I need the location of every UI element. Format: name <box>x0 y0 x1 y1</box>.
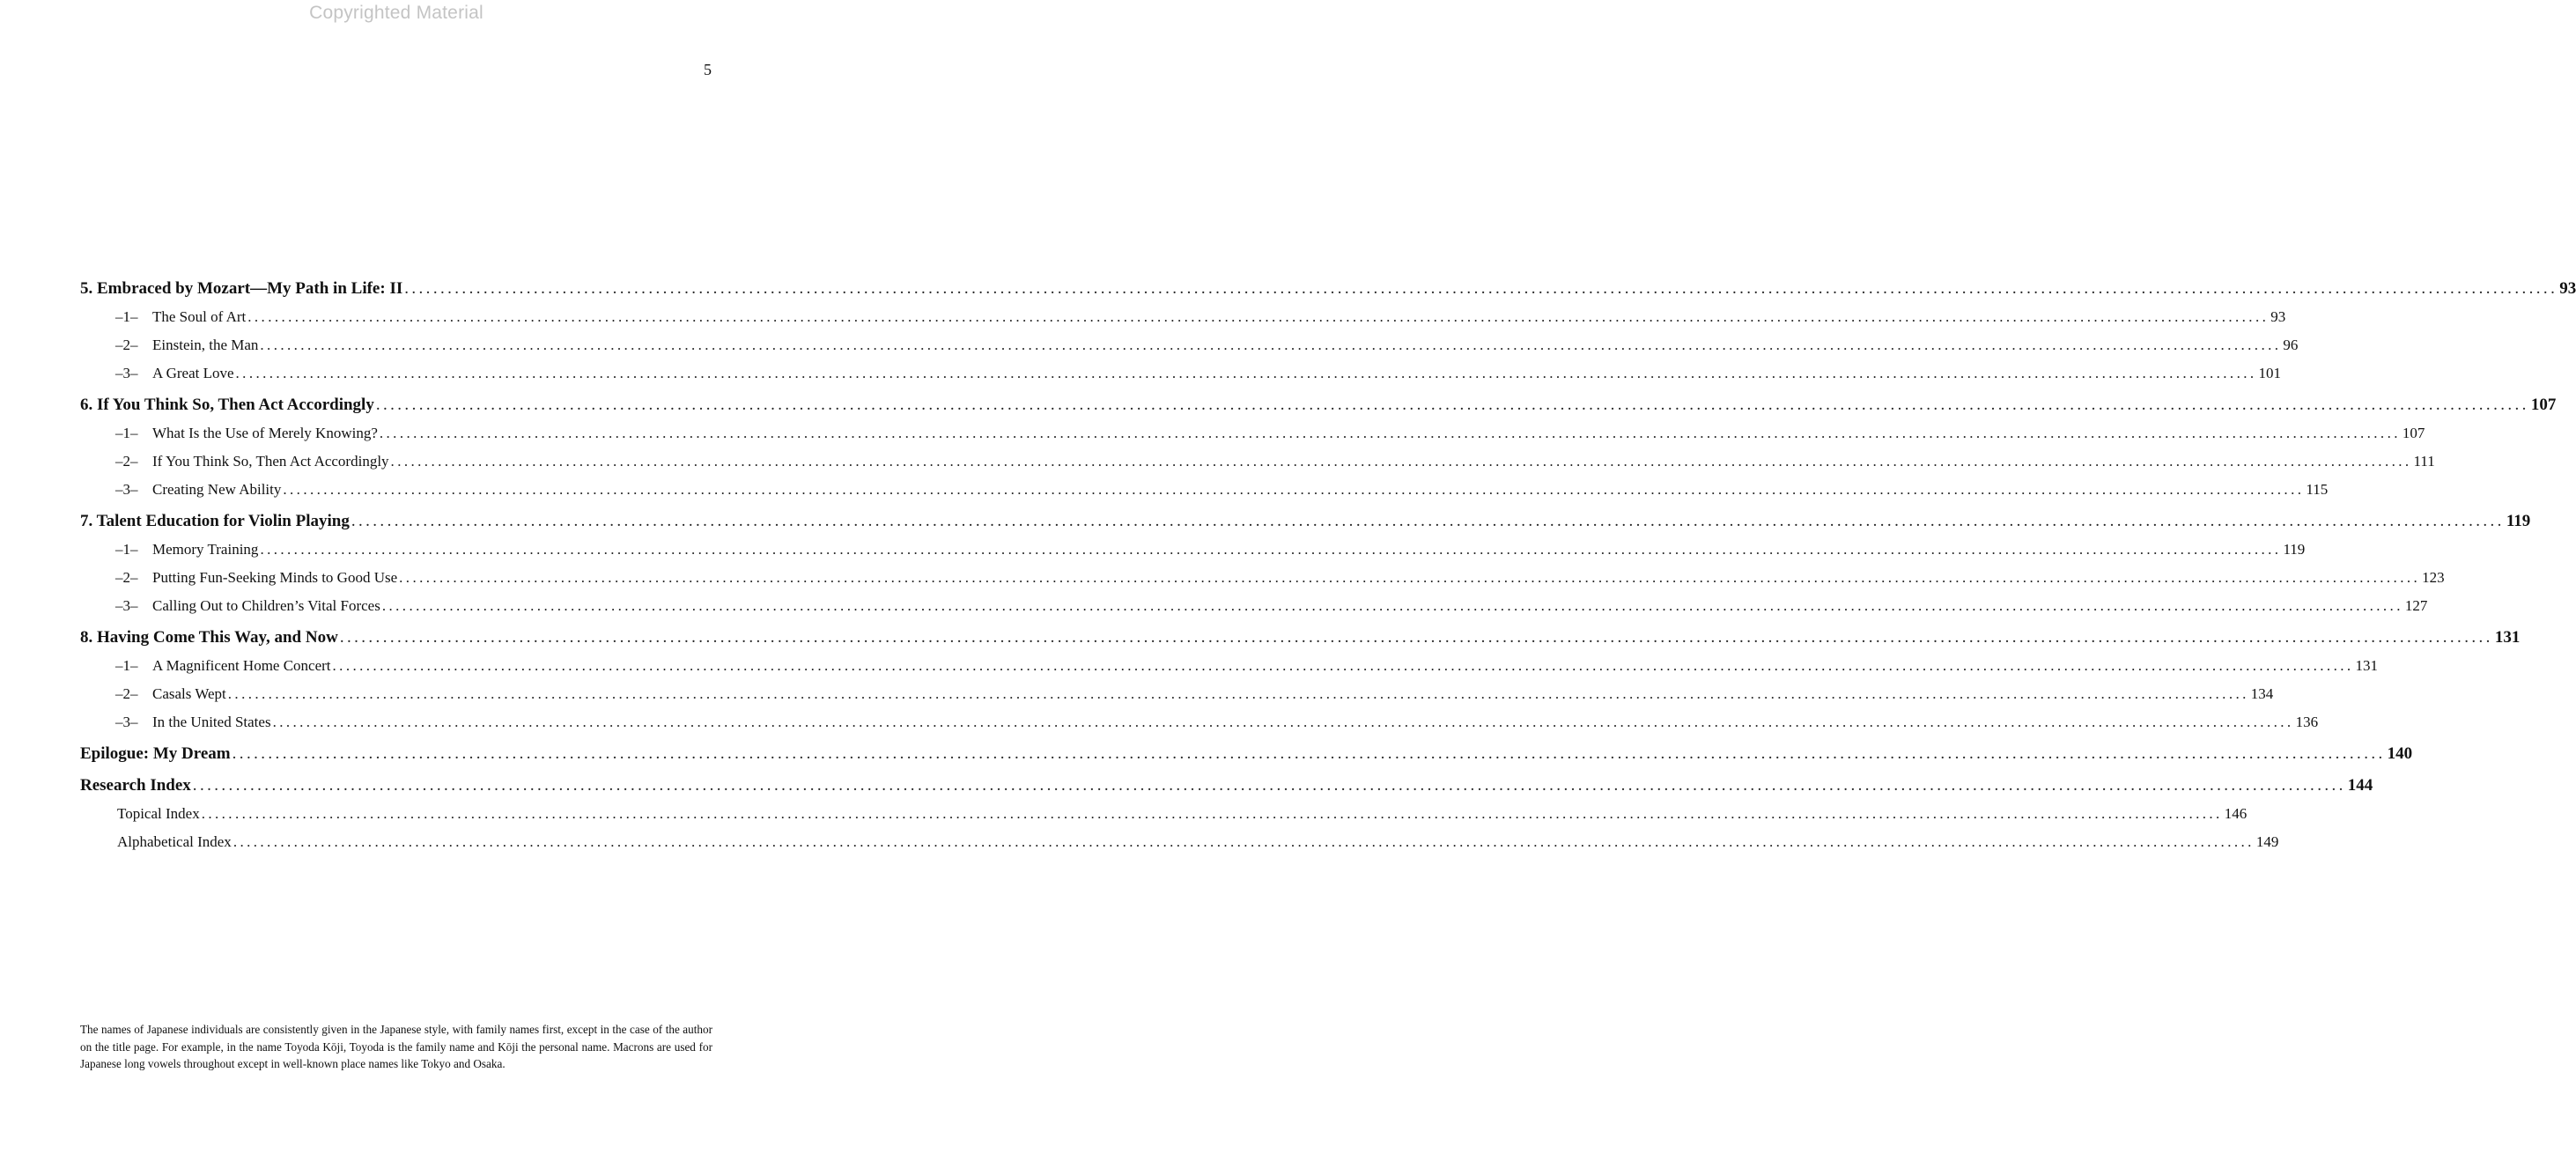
toc-section-number: –2– <box>115 569 138 586</box>
toc-section-entry <box>80 536 2306 564</box>
toc-dot-leader: ............................................................................................................................................................................................................................................................................................................ <box>381 597 2403 614</box>
toc-page-number: 93 <box>2559 279 2576 298</box>
copyright-watermark: Copyrighted Material <box>309 3 483 23</box>
toc-entry-title: 7. Talent Education for Violin Playing <box>80 512 350 530</box>
toc-section-entry <box>80 303 2286 331</box>
toc-entry-title: Casals Wept <box>152 685 226 702</box>
footnote: The names of Japanese individuals are consistently given in the Japanese style, with family names first, except in the case of the author on the title page. For example, in the name Toyoda Kōji, Toyoda is the family name and Kōji the personal name. Macrons are used for Japanese long vowels throughout except in well-known place names like Tokyo and Osaka. <box>80 1023 712 1071</box>
toc-dot-leader: ............................................................................................................................................................................................................................................................................................................ <box>283 481 2305 498</box>
toc-dot-leader: ............................................................................................................................................................................................................................................................................................................ <box>235 365 2257 381</box>
toc-section-number: –2– <box>115 453 138 470</box>
toc-chapter-entry <box>80 772 2373 800</box>
toc-section-entry <box>80 708 2319 736</box>
toc-dot-leader: ............................................................................................................................................................................................................................................................................................................ <box>232 744 2386 763</box>
toc-entry-title: 6. If You Think So, Then Act Accordingly <box>80 396 374 414</box>
toc-entry-title: 8. Having Come This Way, and Now <box>80 628 338 647</box>
toc-page-number: 96 <box>2283 337 2299 353</box>
toc-page-number: 101 <box>2258 365 2282 381</box>
toc-dot-leader: ............................................................................................................................................................................................................................................................................................................ <box>404 279 2558 298</box>
toc-entry-title: Epilogue: My Dream <box>80 744 231 763</box>
toc-entry-title: A Great Love <box>152 365 234 381</box>
toc-page-number: 131 <box>2494 628 2521 647</box>
toc-page-number: 119 <box>2283 541 2306 558</box>
toc-section-number: –1– <box>115 541 138 558</box>
toc-dot-leader: ............................................................................................................................................................................................................................................................................................................ <box>399 569 2421 586</box>
toc-page-number: 111 <box>2413 453 2435 470</box>
toc-section-entry <box>80 652 2379 680</box>
toc-section-number: –1– <box>115 308 138 325</box>
toc-entry-title: Alphabetical Index <box>117 833 232 850</box>
page-number: 5 <box>704 61 712 78</box>
toc-dot-leader: ............................................................................................................................................................................................................................................................................................................ <box>247 308 2270 325</box>
toc-section-number: –2– <box>115 337 138 353</box>
toc-page-number: 107 <box>2530 396 2557 414</box>
toc-entry-title: If You Think So, Then Act Accordingly <box>152 453 389 470</box>
toc-dot-leader: ............................................................................................................................................................................................................................................................................................................ <box>192 776 2346 795</box>
toc-dot-leader: ............................................................................................................................................................................................................................................................................................................ <box>339 628 2493 647</box>
toc-entry-title: The Soul of Art <box>152 308 247 325</box>
toc-section-number: –3– <box>115 481 138 498</box>
toc-section-number: –3– <box>115 714 138 730</box>
toc-section-entry <box>80 419 2425 448</box>
toc-section-number: –3– <box>115 597 138 614</box>
toc-page-number: 123 <box>2422 569 2445 586</box>
toc-page-number: 127 <box>2404 597 2428 614</box>
toc-page-number: 115 <box>2306 481 2329 498</box>
toc-dot-leader: ............................................................................................................................................................................................................................................................................................................ <box>379 425 2401 441</box>
toc-section-entry <box>80 331 2299 359</box>
toc-dot-leader: ............................................................................................................................................................................................................................................................................................................ <box>260 541 2282 558</box>
toc-section-entry <box>80 448 2435 476</box>
toc-dot-leader: ............................................................................................................................................................................................................................................................................................................ <box>260 337 2282 353</box>
toc-page-number: 93 <box>2270 308 2286 325</box>
toc-section-number: –2– <box>115 685 138 702</box>
toc-section-number: –3– <box>115 365 138 381</box>
toc-dot-leader: ............................................................................................................................................................................................................................................................................................................ <box>351 512 2505 530</box>
toc-entry-title: Einstein, the Man <box>152 337 259 353</box>
toc-page-number: 140 <box>2387 744 2413 763</box>
toc-entry-title: 5. Embraced by Mozart—My Path in Life: II <box>80 279 403 298</box>
toc-entry-title: Research Index <box>80 776 191 795</box>
toc-entry-title: Putting Fun-Seeking Minds to Good Use <box>152 569 398 586</box>
toc-section-entry <box>80 476 2329 504</box>
toc-dot-leader: ............................................................................................................................................................................................................................................................................................................ <box>201 805 2223 822</box>
toc-page-number: 136 <box>2295 714 2319 730</box>
toc-chapter-entry <box>80 391 2557 419</box>
toc-page-number: 107 <box>2402 425 2425 441</box>
toc-section-entry <box>80 828 2279 856</box>
table-of-contents <box>80 275 2576 856</box>
toc-entry-title: What Is the Use of Merely Knowing? <box>152 425 378 441</box>
toc-section-entry <box>80 592 2428 620</box>
toc-page-number: 134 <box>2250 685 2274 702</box>
toc-page-number: 144 <box>2347 776 2373 795</box>
toc-dot-leader: ............................................................................................................................................................................................................................................................................................................ <box>233 833 2255 850</box>
toc-dot-leader: ............................................................................................................................................................................................................................................................................................................ <box>390 453 2412 470</box>
toc-page-number: 119 <box>2506 512 2531 530</box>
toc-page-number: 149 <box>2255 833 2279 850</box>
toc-chapter-entry <box>80 507 2531 536</box>
toc-dot-leader: ............................................................................................................................................................................................................................................................................................................ <box>227 685 2249 702</box>
toc-section-number: –1– <box>115 425 138 441</box>
toc-page-number: 131 <box>2355 657 2379 674</box>
toc-chapter-entry <box>80 624 2521 652</box>
toc-entry-title: A Magnificent Home Concert <box>152 657 331 674</box>
toc-entry-title: Memory Training <box>152 541 259 558</box>
toc-chapter-entry <box>80 275 2576 303</box>
toc-dot-leader: ............................................................................................................................................................................................................................................................................................................ <box>332 657 2354 674</box>
toc-entry-title: Creating New Ability <box>152 481 282 498</box>
toc-dot-leader: ............................................................................................................................................................................................................................................................................................................ <box>272 714 2294 730</box>
toc-entry-title: Topical Index <box>117 805 200 822</box>
toc-dot-leader: ............................................................................................................................................................................................................................................................................................................ <box>375 396 2529 414</box>
toc-section-entry <box>80 564 2445 592</box>
toc-page-number: 146 <box>2224 805 2248 822</box>
toc-entry-title: Calling Out to Children’s Vital Forces <box>152 597 380 614</box>
toc-section-entry <box>80 359 2282 388</box>
toc-chapter-entry <box>80 740 2413 768</box>
toc-section-entry <box>80 800 2248 828</box>
toc-section-entry <box>80 680 2274 708</box>
toc-section-number: –1– <box>115 657 138 674</box>
toc-entry-title: In the United States <box>152 714 271 730</box>
